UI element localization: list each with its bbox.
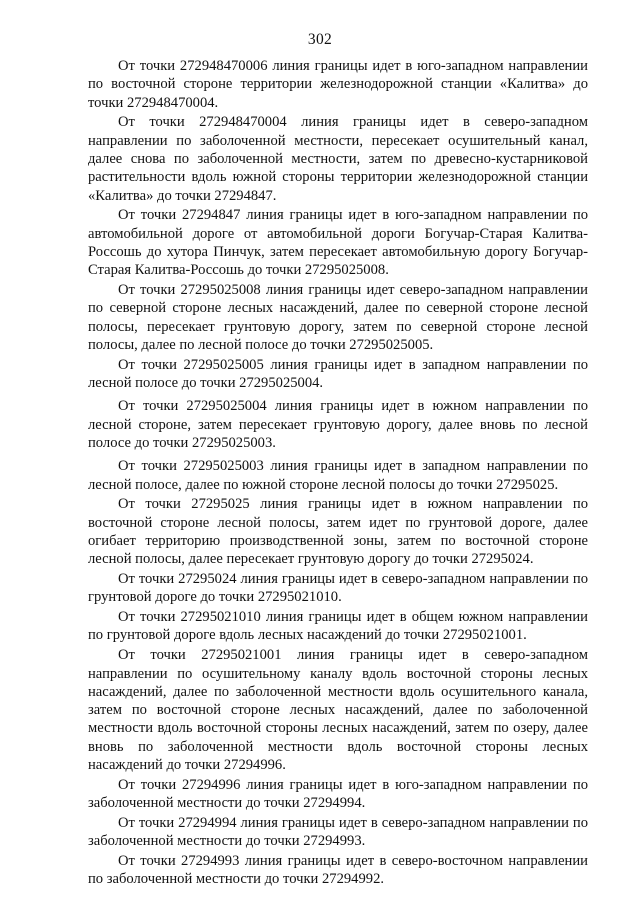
- page-number: 302: [307, 31, 333, 48]
- paragraph: От точки 27295025004 линия границы идет в южном направлении по лесной стороне, затем пересекает грунтовую дорогу, далее вновь по лесной полосе до точки 27295025003.: [88, 398, 588, 451]
- document-body: [88, 57, 588, 890]
- paragraph: От точки 27294996 линия границы идет в юго-западном направлении по заболоченной местности до точки 27294994.: [88, 776, 588, 812]
- paragraph: От точки 27295025008 линия границы идет северо-западном направлении по северной стороне лесных насаждений, далее по северной стороне лесной полосы, пересекает грунтовую дорогу, затем по северной стороне лесной полосы, далее по лесной полосе до точки 27295025005.: [88, 282, 588, 353]
- paragraph: От точки 272948470006 линия границы идет в юго-западном направлении по восточной стороне территории железнодорожной станции «Калитва» до точки 272948470004.: [88, 58, 588, 111]
- paragraph: От точки 27295021010 линия границы идет в общем южном направлении по грунтовой дороге вдоль лесных насаждений до точки 27295021001.: [88, 609, 588, 644]
- paragraph: От точки 27294993 линия границы идет в северо-восточном направлении по заболоченной местности до точки 27294992.: [88, 852, 588, 888]
- paragraph: От точки 27294994 линия границы идет в северо-западном направлении по заболоченной местности до точки 27294993.: [88, 814, 588, 850]
- paragraph: От точки 27294847 линия границы идет в юго-западном направлении по автомобильной дороге от автомобильной дороги Богучар-Старая Калитва-Россошь до хутора Пинчук, затем пересекает автомобильную дорогу Богучар-Старая Калитва-Россошь до точки 27295025008.: [88, 207, 588, 279]
- paragraph: От точки 27295021001 линия границы идет в северо-западном направлении по осушительному каналу вдоль восточной стороны лесных насаждений, далее по заболоченной местности вдоль осушительного канала, затем по восточной стороне лесных насаждений, далее по заболоченной местности вдоль восточной стороны лесных насаждений, затем по озеру, далее вновь по заболоченной местности вдоль восточной стороны лесных насаждений до точки 27294996.: [88, 647, 588, 773]
- paragraph: От точки 272948470004 линия границы идет в северо-западном направлении по заболоченной местности, пересекает осушительный канал, далее снова по заболоченной местности, затем по древесно-кустарниковой растительности вдоль южной стороны территории железнодорожной станции «Калитва» до точки 27294847.: [88, 114, 588, 204]
- paragraph: От точки 27295025005 линия границы идет в западном направлении по лесной полосе до точки 27295025004.: [88, 356, 588, 392]
- paragraph: От точки 27295024 линия границы идет в северо-западном направлении по грунтовой дороге до точки 27295021010.: [88, 571, 588, 606]
- paragraph: От точки 27295025003 линия границы идет в западном направлении по лесной полосе, далее по южной стороне лесной полосы до точки 27295025.: [88, 458, 588, 493]
- paragraph: От точки 27295025 линия границы идет в южном направлении по восточной стороне лесной полосы, затем идет по грунтовой дороге, далее огибает территорию производственной зоны, затем по восточной стороне лесной полосы, далее пересекает грунтовую дорогу до точки 27295024.: [88, 496, 588, 568]
